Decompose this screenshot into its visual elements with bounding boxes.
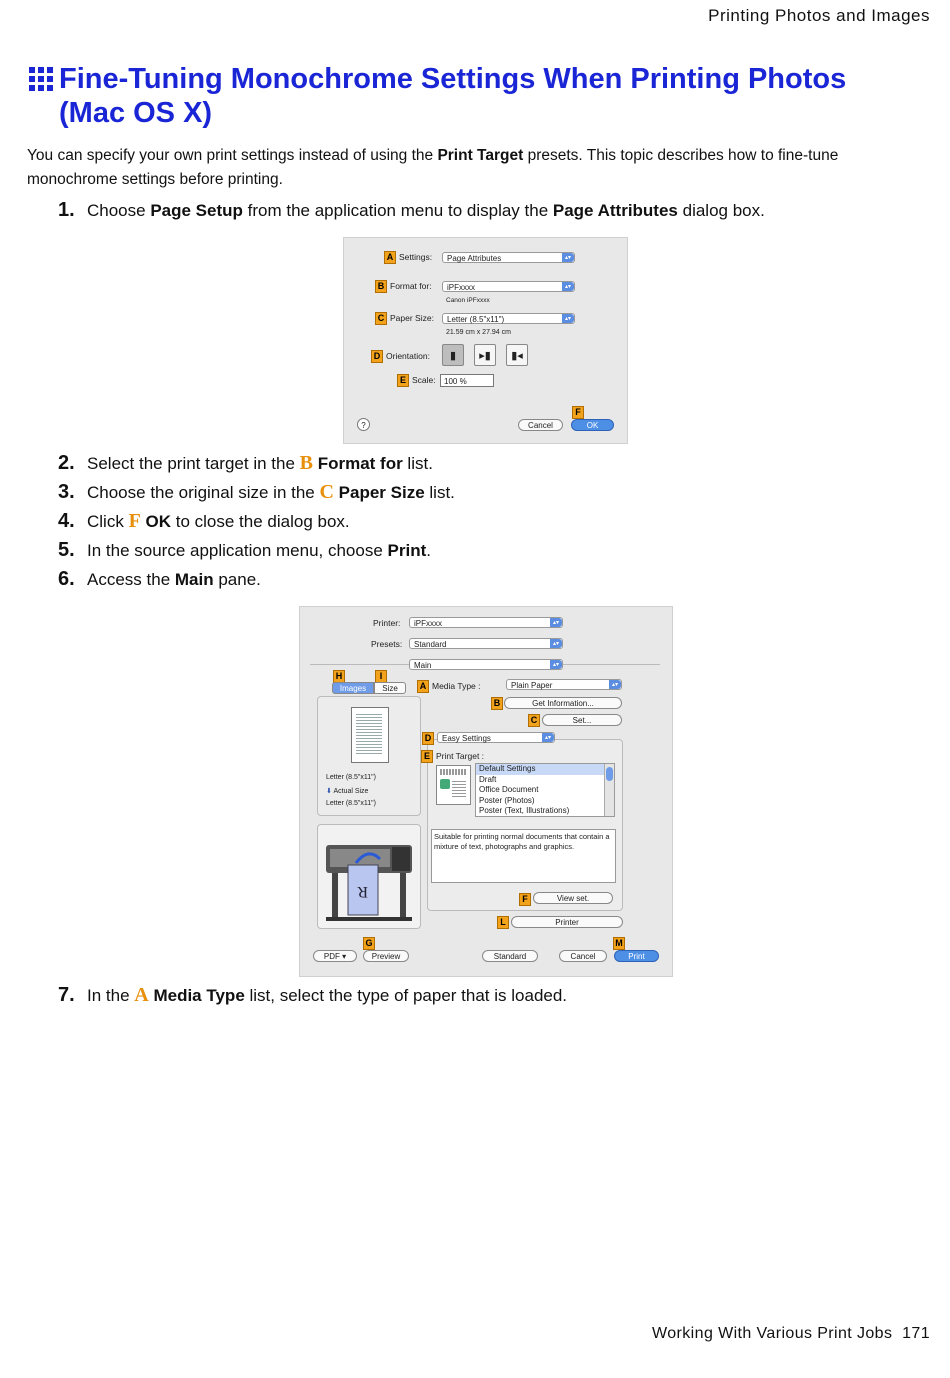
view-set-button[interactable]: View set.	[533, 892, 613, 904]
easy-settings-select[interactable]: Easy Settings ▴▾	[437, 732, 555, 743]
scrollbar[interactable]	[604, 764, 614, 816]
print-tag: M	[613, 937, 628, 950]
step-7: 7. In the A Media Type list, select the type of paper that is loaded.	[58, 984, 568, 1006]
reverse-landscape-orientation-icon[interactable]: ▮◂	[506, 344, 528, 366]
portrait-orientation-icon[interactable]: ▮	[442, 344, 464, 366]
page-number: 171	[902, 1325, 930, 1342]
list-item[interactable]: Poster (Photos)	[479, 795, 535, 805]
list-item[interactable]: Default Settings	[476, 764, 614, 775]
preview-tag: G	[363, 937, 378, 950]
list-item[interactable]: Poster (Text, Illustrations)	[479, 806, 570, 815]
arrow-down-icon: ⬇	[326, 788, 332, 795]
images-tab-tag: H	[333, 670, 348, 683]
format-for-select[interactable]: iPFxxxx ▴▾	[442, 281, 575, 292]
get-information-button[interactable]: Get Information...	[504, 697, 622, 709]
presets-label: Presets:	[371, 639, 403, 649]
view-set-tag: F	[519, 893, 534, 906]
step-3: 3. Choose the original size in the C Paper Size list.	[58, 481, 455, 503]
tab-size[interactable]: Size	[374, 682, 406, 694]
orientation-label: D Orientation:	[371, 350, 430, 363]
grid-icon	[28, 66, 54, 92]
ok-tag: F	[572, 406, 587, 419]
size-info-2: ⬇ Actual Size	[326, 788, 369, 795]
set-tag: C	[528, 714, 543, 727]
easy-settings-tag: D	[422, 732, 437, 745]
size-info-1: Letter (8.5"x11")	[326, 774, 376, 781]
intro-paragraph: You can specify your own print settings instead of using the Print Target presets. This topic describes how to fine-tune monochrome settings before printing.	[27, 147, 839, 188]
list-item[interactable]: Draft	[479, 774, 497, 784]
paper-size-label: C Paper Size:	[375, 312, 434, 325]
pane-select[interactable]: Main ▴▾	[409, 659, 563, 670]
title-line-1: Fine-Tuning Monochrome Settings When Printing Photos	[59, 63, 847, 95]
printer-illustration	[317, 824, 421, 929]
format-for-sub: Canon iPFxxxx	[446, 297, 490, 304]
print-button[interactable]: Print	[614, 950, 659, 962]
paper-size-sub: 21.59 cm x 27.94 cm	[446, 329, 511, 336]
presets-select[interactable]: Standard ▴▾	[409, 638, 563, 649]
scale-label: E Scale:	[397, 374, 436, 387]
media-type-label: A Media Type :	[417, 680, 481, 693]
running-footer: Working With Various Print Jobs 171	[652, 1325, 930, 1342]
tab-images[interactable]: Images	[332, 682, 374, 694]
format-for-label: B Format for:	[375, 280, 432, 293]
step-5: 5. In the source application menu, choose Print.	[58, 539, 431, 561]
print-target-preview-icon	[436, 765, 471, 805]
preview-button[interactable]: Preview	[363, 950, 409, 962]
landscape-orientation-icon[interactable]: ▸▮	[474, 344, 496, 366]
page-preview-image	[351, 707, 389, 763]
title-line-2: (Mac OS X)	[59, 97, 213, 129]
preview-panel	[317, 696, 421, 816]
ok-button[interactable]: OK	[571, 419, 614, 431]
size-info-3: Letter (8.5"x11")	[326, 800, 376, 807]
standard-button[interactable]: Standard	[482, 950, 538, 962]
printer-button[interactable]: Printer	[511, 916, 623, 928]
printer-icon	[318, 825, 420, 928]
step-1: 1. Choose Page Setup from the application menu to display the Page Attributes dialog box.	[58, 199, 765, 221]
size-tab-tag: I	[375, 670, 390, 683]
page-attributes-dialog-screenshot	[343, 237, 628, 444]
list-item[interactable]: Office Document	[479, 785, 539, 794]
printer-button-tag: L	[497, 916, 512, 929]
scale-input[interactable]: 100 %	[440, 374, 494, 387]
step-2: 2. Select the print target in the B Format for list.	[58, 452, 433, 474]
print-dialog-screenshot	[299, 606, 673, 977]
step-6: 6. Access the Main pane.	[58, 568, 261, 590]
print-target-list[interactable]	[475, 763, 615, 817]
settings-select[interactable]: Page Attributes ▴▾	[442, 252, 575, 263]
cancel-button[interactable]: Cancel	[518, 419, 563, 431]
step-4: 4. Click F OK to close the dialog box.	[58, 510, 350, 532]
print-target-label: E Print Target :	[421, 750, 484, 763]
cancel-button[interactable]: Cancel	[559, 950, 607, 962]
pdf-button[interactable]: PDF ▾	[313, 950, 357, 962]
media-type-select[interactable]: Plain Paper ▴▾	[506, 679, 622, 690]
svg-text:R: R	[357, 883, 368, 900]
get-info-tag: B	[491, 697, 506, 710]
set-button[interactable]: Set...	[542, 714, 622, 726]
printer-select[interactable]: iPFxxxx ▴▾	[409, 617, 563, 628]
running-header: Printing Photos and Images	[708, 6, 930, 25]
help-icon[interactable]: ?	[357, 418, 370, 431]
description-box: Suitable for printing normal documents that contain a mixture of text, photographs and graphics.	[431, 829, 616, 883]
printer-label: Printer:	[373, 618, 401, 628]
settings-label: A Settings:	[384, 251, 432, 264]
paper-size-select[interactable]: Letter (8.5"x11") ▴▾	[442, 313, 575, 324]
